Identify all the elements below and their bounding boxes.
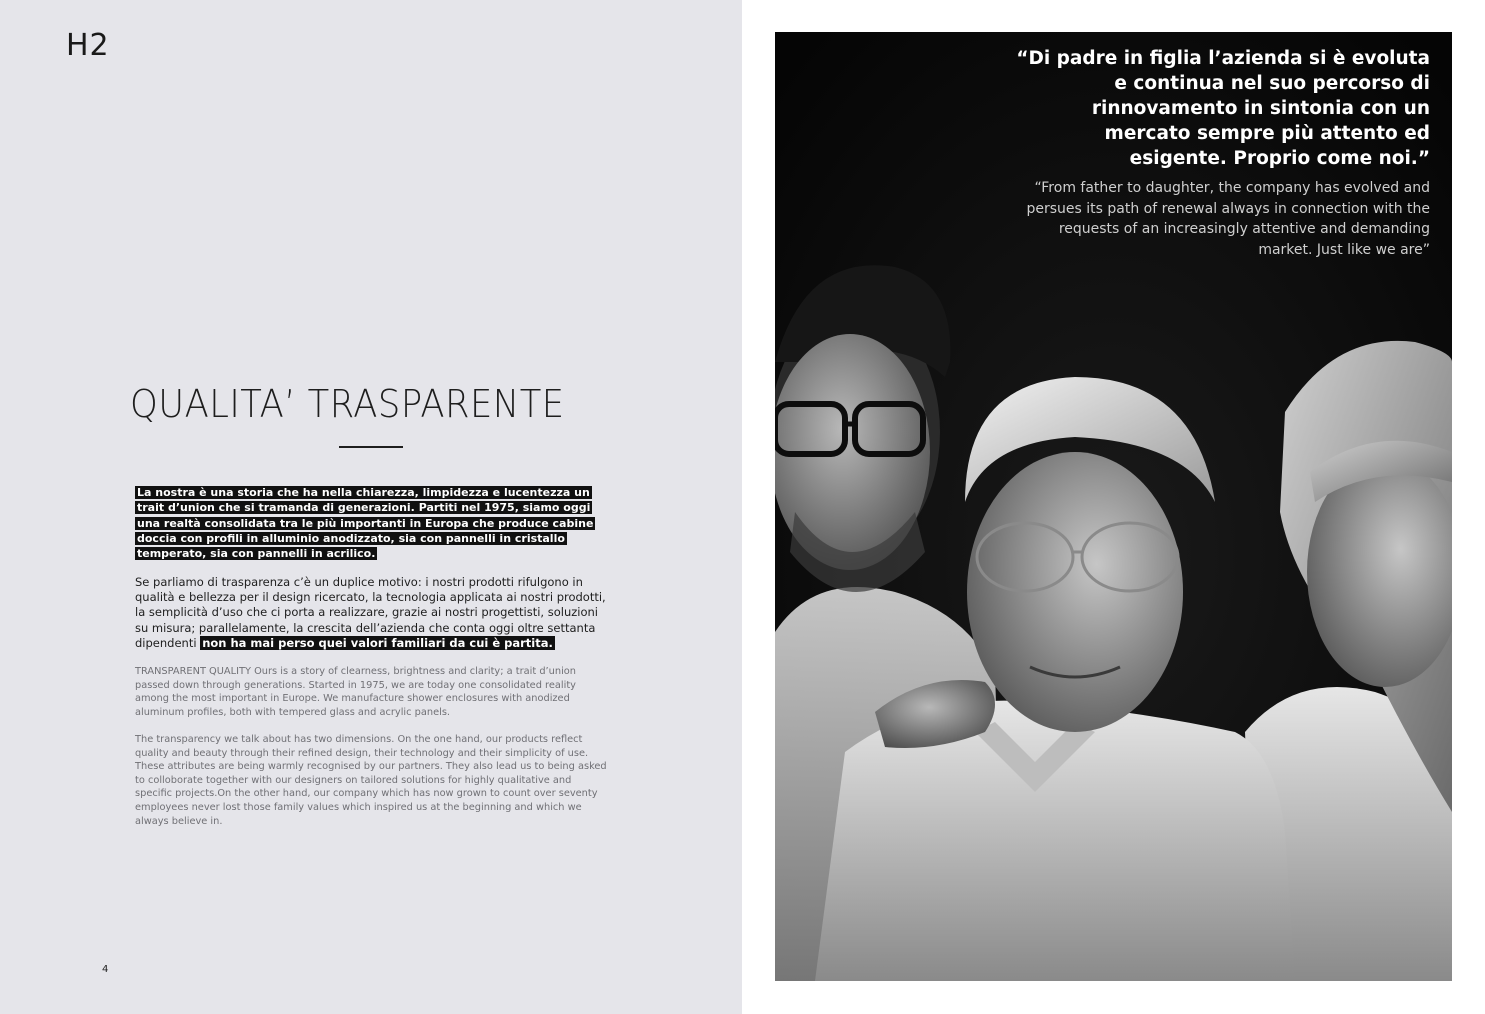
main-paragraph-highlight: non ha mai perso quei valori familiari da cui è partita. — [202, 635, 553, 650]
title-divider — [339, 446, 403, 448]
page-number: 4 — [102, 964, 109, 975]
intro-paragraph — [135, 485, 615, 561]
left-page — [0, 0, 742, 1014]
portrait-illustration — [775, 32, 1452, 981]
english-paragraph-1: TRANSPARENT QUALITY Ours is a story of clearness, brightness and clarity; a trait d’union passed down through generations. Started in 1975, we are today one consolidated reality among the most important in Europe. We manufacture shower enclosures with anodized aluminum profiles, both with tempered glass and acrylic panels. — [135, 666, 576, 718]
intro-highlight: La nostra è una storia che ha nella chiarezza, limpidezza e lucentezza un trait d’union che si tramanda di generazioni. Partiti nel 1975, siamo oggi una realtà consolidata tra le più importanti in Europa che produce cabine doccia con profili in alluminio anodizzato, sia con pannelli in cristallo temperato, sia con pannelli in acrilico. — [137, 486, 594, 561]
brand-logo: H2 — [66, 28, 110, 63]
main-paragraph — [135, 575, 610, 651]
family-portrait-photo — [775, 32, 1452, 981]
quote-english: “From father to daughter, the company has evolved and persues its path of renewal always in connection with the requests of an increasingly attentive and demanding market. Just like we are” — [1026, 180, 1430, 258]
english-paragraph-2: The transparency we talk about has two dimensions. On the one hand, our products reflect quality and beauty through their refined design, their technology and their simplicity of use. These attributes are being warmly recognised by our partners. They also lead us to being asked to colloborate together with our designers on tailored solutions for highly qualitative and specific projects.On the other hand, our company which has now grown to count over seventy employees never lost those family values which inspired us at the beginning and which we always believe in. — [135, 734, 607, 827]
page-title: QUALITA’ TRASPARENTE — [130, 382, 565, 426]
main-paragraph-text: Se parliamo di trasparenza c’è un duplice motivo: i nostri prodotti rifulgono in qualità e bellezza per il design ricercato, la tecnologia applicata ai nostri prodotti, la semplicità d’uso che ci porta a realizzare, grazie ai nostri progettisti, soluzioni su misura; parallelamente, la crescita dell’azienda che conta oggi oltre settanta dipendenti — [135, 575, 606, 650]
quote-italian: “Di padre in figlia l’azienda si è evoluta e continua nel suo percorso di rinnovamento in sintonia con un mercato sempre più attento ed esigente. Proprio come noi.” — [1016, 48, 1430, 169]
